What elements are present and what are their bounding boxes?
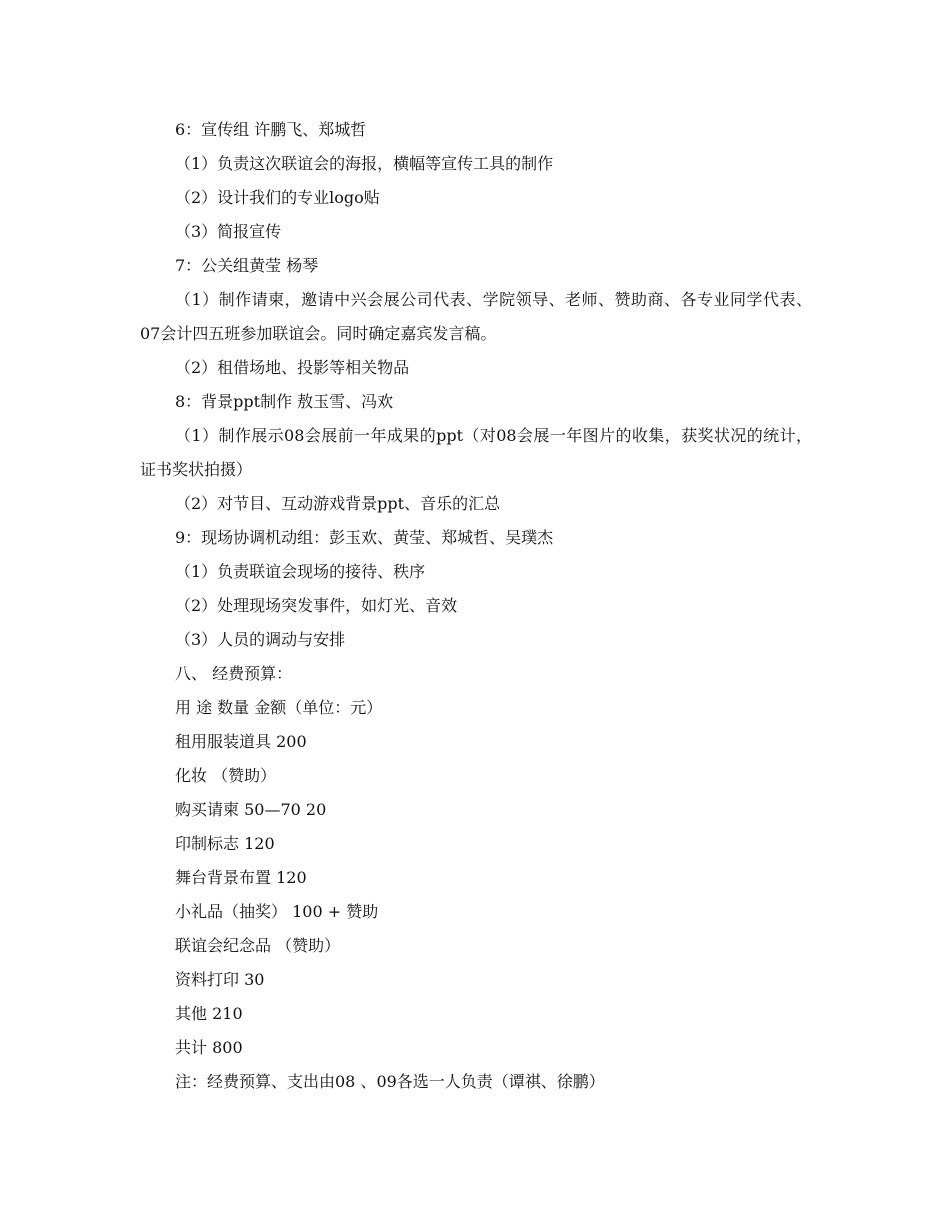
budget-total-row: 共计 800 xyxy=(175,1038,243,1057)
paragraph-line: （2）租借场地、投影等相关物品 xyxy=(175,358,410,377)
paragraph-line: （3）简报宣传 xyxy=(175,222,282,241)
paragraph-line: （2）设计我们的专业logo贴 xyxy=(175,188,380,207)
section-heading-background-ppt: 8：背景ppt制作 敖玉雪、冯欢 xyxy=(175,392,394,411)
paragraph-line: （1）负责联谊会现场的接待、秩序 xyxy=(175,562,426,581)
document-body xyxy=(140,113,812,1099)
budget-row: 小礼品（抽奖） 100 + 赞助 xyxy=(175,902,379,921)
paragraph-wrapped: （1）制作展示08会展前一年成果的ppt（对08会展一年图片的收集，获奖状况的统计，证书奖状拍摄） xyxy=(140,426,812,479)
budget-row: 资料打印 30 xyxy=(175,970,265,989)
paragraph-wrapped: （1）制作请柬，邀请中兴会展公司代表、学院领导、老师、赞助商、各专业同学代表、07会计四五班参加联谊会。同时确定嘉宾发言稿。 xyxy=(140,290,812,343)
paragraph-line: （2）处理现场突发事件，如灯光、音效 xyxy=(175,596,458,615)
budget-row: 舞台背景布置 120 xyxy=(175,868,307,887)
budget-row: 联谊会纪念品 （赞助） xyxy=(175,936,341,955)
section-heading-publicity: 6：宣传组 许鹏飞、郑城哲 xyxy=(175,120,367,139)
paragraph-line: （1）负责这次联谊会的海报，横幅等宣传工具的制作 xyxy=(175,154,554,173)
paragraph-line: （2）对节目、互动游戏背景ppt、音乐的汇总 xyxy=(175,494,501,513)
budget-note: 注：经费预算、支出由08 、09各选一人负责（谭祺、徐鹏） xyxy=(175,1072,605,1091)
budget-row: 其他 210 xyxy=(175,1004,243,1023)
budget-row: 租用服装道具 200 xyxy=(175,732,307,751)
section-heading-budget: 八、 经费预算： xyxy=(175,664,293,683)
paragraph-line: （3）人员的调动与安排 xyxy=(175,630,346,649)
budget-row: 购买请柬 50—70 20 xyxy=(175,800,327,819)
budget-row: 印制标志 120 xyxy=(175,834,275,853)
section-heading-coordination: 9：现场协调机动组：彭玉欢、黄莹、郑城哲、吴璞杰 xyxy=(175,528,554,547)
budget-row: 化妆 （赞助） xyxy=(175,766,277,785)
budget-header-row: 用 途 数量 金额（单位：元） xyxy=(175,698,383,717)
section-heading-public-relations: 7：公关组黄莹 杨琴 xyxy=(175,256,319,275)
